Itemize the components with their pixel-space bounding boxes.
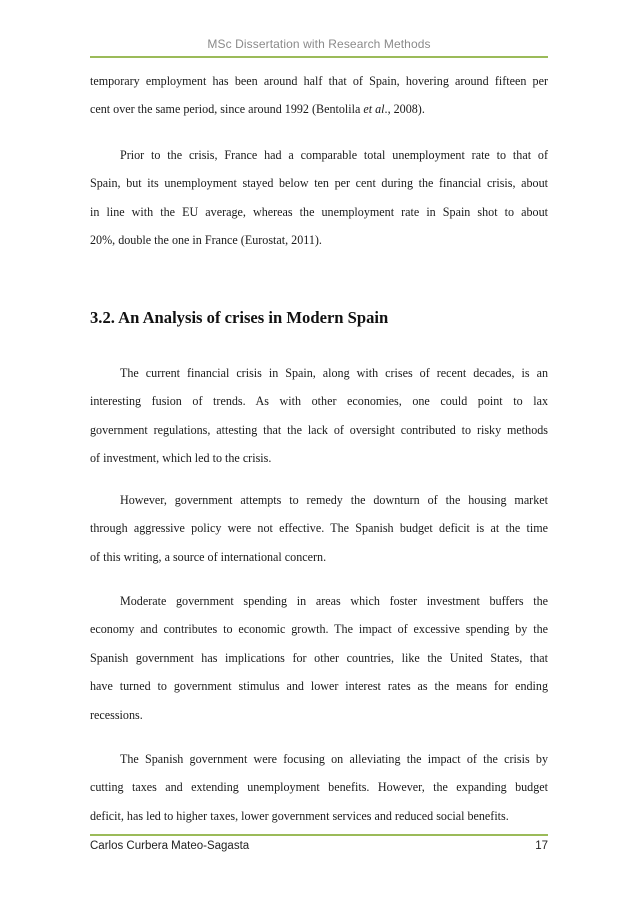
text-line: of investment, which led to the crisis. [90,451,272,466]
text-line: Moderate government spending in areas which foster investment buffers the [120,594,548,608]
text-line: The Spanish government were focusing on alleviating the impact of the crisis by [120,752,548,766]
footer-author: Carlos Curbera Mateo-Sagasta [90,840,250,852]
text-line: Spanish government has implications for other countries, like the United States, that [90,650,548,665]
text-line: in line with the EU average, whereas the unemployment rate in Spain shot to about [90,204,548,219]
text-line: interesting fusion of trends. As with other economies, one could point to lax [90,394,548,409]
text-line: Spain, but its unemployment stayed below ten per cent during the financial crisis, about [90,176,548,191]
italic-citation: et al [363,102,385,117]
text-line: cutting taxes and extending unemployment benefits. However, the expanding budget [90,780,548,795]
page-number: 17 [535,840,548,852]
paragraph-alleviating-impact [90,745,548,830]
text-fragment: cent over the same period, since around 1992 (Bentolila [90,102,364,117]
text-line: economy and contributes to economic growth. The impact of excessive spending by the [90,622,548,637]
text-line: The current financial crisis in Spain, along with crises of recent decades, is an [120,366,548,380]
paragraph-current-crisis [90,359,548,473]
text-line: have turned to government stimulus and lower interest rates as the means for ending [90,679,548,694]
paragraph-moderate-spending [90,587,548,729]
header-rule [90,56,548,58]
text-line: government regulations, attesting that the lack of oversight contributed to risky methods [90,422,548,437]
text-line [90,95,548,123]
text-line: of this writing, a source of international concern. [90,549,327,564]
text-line: through aggressive policy were not effective. The Spanish budget deficit is at the time [90,521,548,536]
text-line: However, government attempts to remedy the downturn of the housing market [120,493,548,507]
section-heading: 3.2. An Analysis of crises in Modern Spain [90,308,389,327]
paragraph-france-comparison [90,141,548,255]
text-line: temporary employment has been around half that of Spain, hovering around fifteen per [90,74,548,88]
running-header: MSc Dissertation with Research Methods [207,37,431,51]
text-line: deficit, has led to higher taxes, lower government services and reduced social benefits. [90,808,509,823]
text-line: Prior to the crisis, France had a comparable total unemployment rate to that of [120,148,548,162]
paragraph-continuation [90,67,548,124]
text-line: recessions. [90,707,143,722]
footer-rule [90,834,548,836]
text-fragment: ., 2008). [384,102,425,117]
text-line: 20%, double the one in France (Eurostat, 2011). [90,233,322,248]
paragraph-government-attempts [90,486,548,571]
